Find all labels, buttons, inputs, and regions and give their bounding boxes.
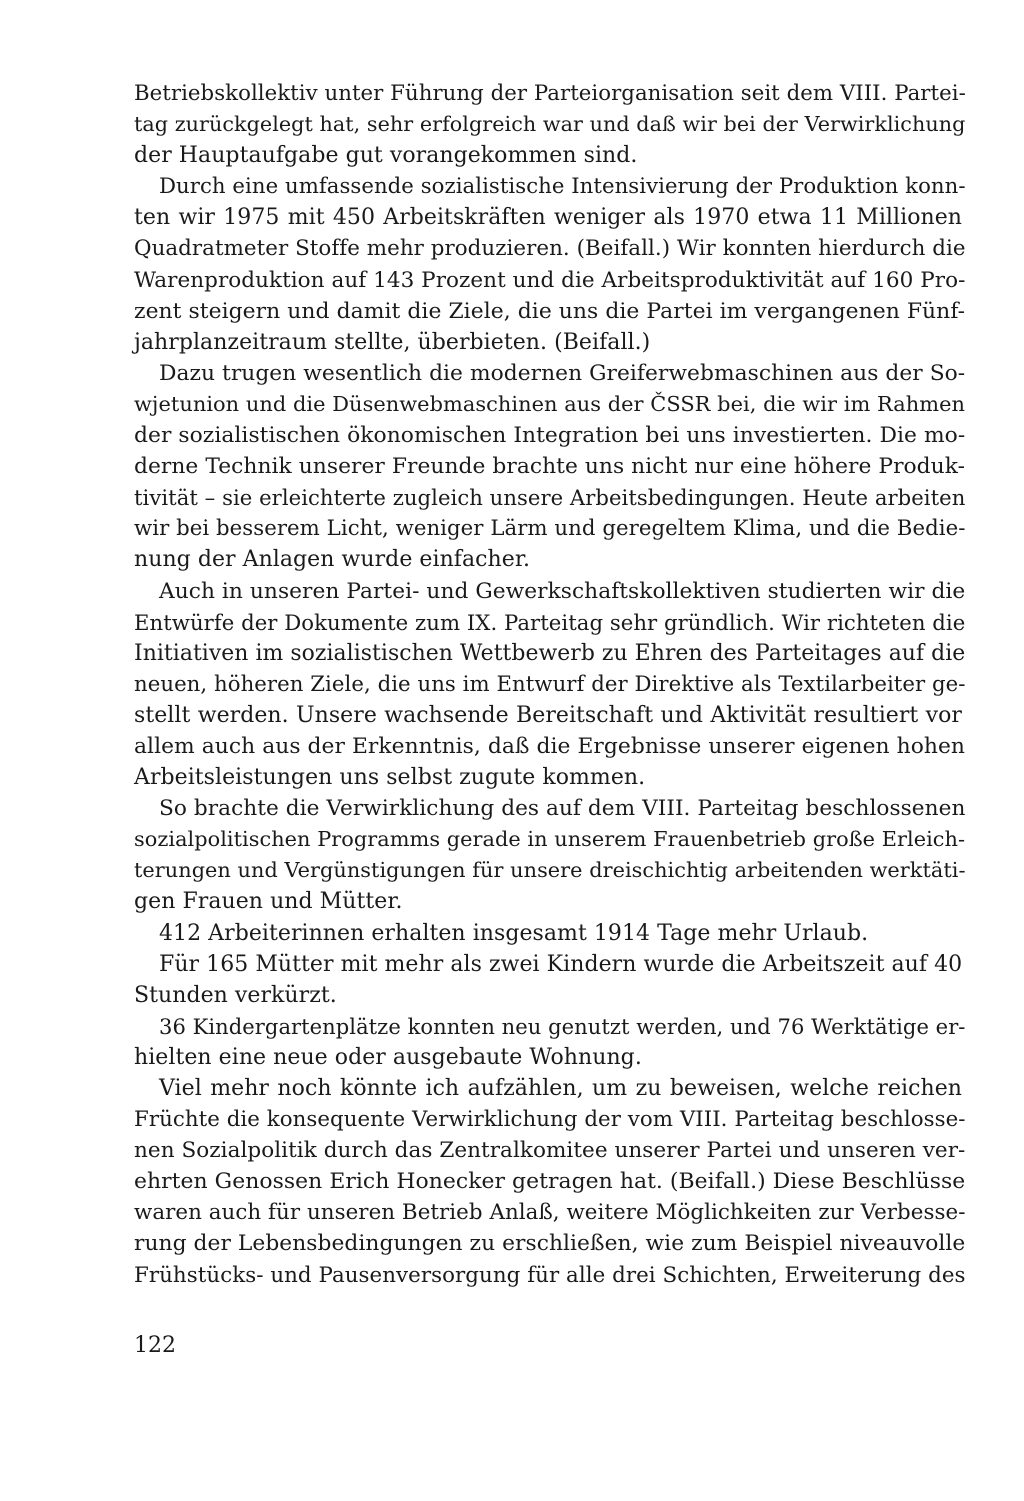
text-line: waren auch für unseren Betrieb Anlaß, weitere Möglichkeiten zur Verbesse- [134,1200,966,1226]
text-line: gen Frauen und Mütter. [134,889,403,915]
text-line: jahrplanzeitraum stellte, überbieten. (Beifall.) [134,329,651,355]
text-line: So brachte die Verwirklichung des auf dem VIII. Parteitag beschlossenen [159,796,966,822]
text-line: ten wir 1975 mit 450 Arbeitskräften weniger als 1970 etwa 11 Millionen [134,205,962,231]
text-line: Dazu trugen wesentlich die modernen Greiferwebmaschinen aus der So- [159,360,966,386]
text-line: Auch in unseren Partei- und Gewerkschaftskollektiven studierten wir die [159,578,966,604]
text-line: neuen, höheren Ziele, die uns im Entwurf der Direktive als Textilarbeiter ge- [134,671,966,697]
text-line: tivität – sie erleichterte zugleich unsere Arbeitsbedingungen. Heute arbeiten [134,485,966,511]
text-line: hielten eine neue oder ausgebaute Wohnung. [134,1044,642,1070]
text-line: rung der Lebensbedingungen zu erschließen, wie zum Beispiel niveauvolle [134,1231,966,1257]
text-line: Arbeitsleistungen uns selbst zugute kommen. [134,765,646,791]
text-line: der Hauptaufgabe gut vorangekommen sind. [134,143,638,169]
text-line: wir bei besserem Licht, weniger Lärm und geregeltem Klima, und die Bedie- [134,516,966,542]
text-line: stellt werden. Unsere wachsende Bereitschaft und Aktivität resultiert vor [134,702,962,728]
text-line: Initiativen im sozialistischen Wettbewerb zu Ehren des Parteitages auf die [134,640,966,666]
text-line: Früchte die konsequente Verwirklichung der vom VIII. Parteitag beschlosse- [134,1107,966,1133]
text-line: 412 Arbeiterinnen erhalten insgesamt 1914 Tage mehr Urlaub. [159,920,869,946]
text-line: Stunden verkürzt. [134,982,337,1008]
text-line: nung der Anlagen wurde einfacher. [134,547,531,573]
text-line: ehrten Genossen Erich Honecker getragen hat. (Beifall.) Diese Beschlüsse [134,1169,966,1195]
text-line: derne Technik unserer Freunde brachte uns nicht nur eine höhere Produk- [134,454,965,480]
text-line: zent steigern und damit die Ziele, die uns die Partei im vergangenen Fünf- [134,298,966,324]
text-line: sozialpolitischen Programms gerade in unserem Frauenbetrieb große Erleich- [134,827,966,852]
text-line: tag zurückgelegt hat, sehr erfolgreich war und daß wir bei der Verwirklichung [134,112,966,137]
body-text [134,78,966,1291]
text-line: der sozialistischen ökonomischen Integration bei uns investierten. Die mo- [134,423,966,449]
text-line: terungen und Vergünstigungen für unsere dreischichtig arbeitenden werktäti- [134,858,966,883]
page-number: 122 [134,1333,176,1358]
text-line: allem auch aus der Erkenntnis, daß die Ergebnisse unserer eigenen hohen [134,733,965,759]
text-line: Betriebskollektiv unter Führung der Parteiorganisation seit dem VIII. Partei- [134,81,966,106]
text-line: Entwürfe der Dokumente zum IX. Parteitag sehr gründlich. Wir richteten die [134,609,966,635]
text-line: 36 Kindergartenplätze konnten neu genutzt werden, und 76 Werktätige er- [159,1013,966,1039]
text-line: Warenproduktion auf 143 Prozent und die Arbeitsproduktivität auf 160 Pro- [134,267,966,293]
text-line: Durch eine umfassende sozialistische Intensivierung der Produktion konn- [159,174,966,200]
text-line: Viel mehr noch könnte ich aufzählen, um zu beweisen, welche reichen [159,1076,962,1101]
text-line: nen Sozialpolitik durch das Zentralkomitee unserer Partei und unseren ver- [134,1138,966,1164]
text-line: Für 165 Mütter mit mehr als zwei Kindern wurde die Arbeitszeit auf 40 [159,951,963,977]
text-line: Frühstücks- und Pausenversorgung für alle drei Schichten, Erweiterung des [134,1262,966,1288]
text-line: Quadratmeter Stoffe mehr produzieren. (Beifall.) Wir konnten hierdurch die [134,236,966,262]
text-line: wjetunion und die Düsenwebmaschinen aus der ČSSR bei, die wir im Rahmen [134,391,966,416]
